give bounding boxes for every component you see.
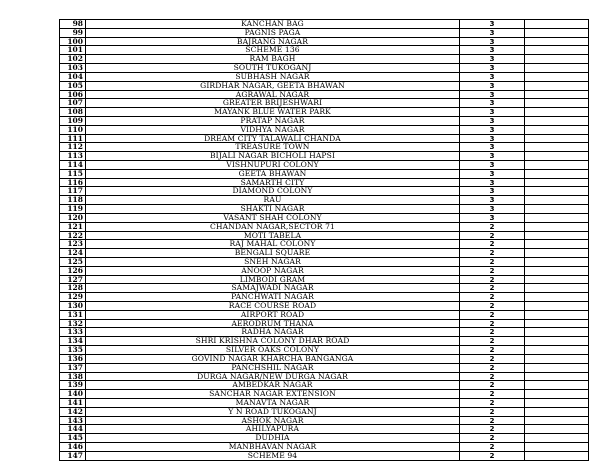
rating-value-cell: 3 — [460, 46, 525, 55]
row-number-cell: 110 — [60, 125, 86, 134]
area-name-cell: SNEH NAGAR — [86, 257, 460, 266]
empty-cell — [525, 222, 589, 231]
area-name-cell: GIRDHAR NAGAR, GEETA BHAWAN — [86, 81, 460, 90]
table-row — [60, 196, 589, 205]
empty-cell — [525, 372, 589, 381]
empty-cell — [525, 328, 589, 337]
area-name-cell: RADHA NAGAR — [86, 328, 460, 337]
table-row — [60, 240, 589, 249]
row-number-cell: 120 — [60, 213, 86, 222]
row-number-cell: 131 — [60, 310, 86, 319]
table-row — [60, 152, 589, 161]
row-number-cell: 128 — [60, 284, 86, 293]
table-row — [60, 108, 589, 117]
row-number-cell: 138 — [60, 372, 86, 381]
empty-cell — [525, 213, 589, 222]
table-row — [60, 213, 589, 222]
rating-value-cell: 2 — [460, 425, 525, 434]
table-row — [60, 134, 589, 143]
rating-value-cell: 2 — [460, 293, 525, 302]
area-name-cell: MOTI TABELA — [86, 231, 460, 240]
empty-cell — [525, 152, 589, 161]
area-name-cell: DURGA NAGAR/NEW DURGA NAGAR — [86, 372, 460, 381]
table-row — [60, 398, 589, 407]
rating-value-cell: 3 — [460, 108, 525, 117]
empty-cell — [525, 169, 589, 178]
row-number-cell: 145 — [60, 434, 86, 443]
table-row — [60, 205, 589, 214]
row-number-cell: 130 — [60, 302, 86, 311]
empty-cell — [525, 381, 589, 390]
rating-value-cell: 2 — [460, 328, 525, 337]
rating-value-cell: 3 — [460, 90, 525, 99]
empty-cell — [525, 178, 589, 187]
rating-value-cell: 2 — [460, 372, 525, 381]
rating-value-cell: 3 — [460, 134, 525, 143]
rating-value-cell: 2 — [460, 398, 525, 407]
table-row — [60, 328, 589, 337]
area-name-cell: SCHEME 94 — [86, 451, 460, 460]
row-number-cell: 100 — [60, 37, 86, 46]
rating-value-cell: 2 — [460, 407, 525, 416]
table-row — [60, 81, 589, 90]
table-row — [60, 46, 589, 55]
area-name-cell: MANAVTA NAGAR — [86, 398, 460, 407]
row-number-cell: 123 — [60, 240, 86, 249]
area-name-cell: Y N ROAD TUKOGANJ — [86, 407, 460, 416]
empty-cell — [525, 284, 589, 293]
area-name-cell: AHILYAPURA — [86, 425, 460, 434]
area-name-cell: DUDHIA — [86, 434, 460, 443]
rating-value-cell: 2 — [460, 443, 525, 452]
rating-value-cell: 3 — [460, 161, 525, 170]
area-name-cell: BENGALI SQUARE — [86, 249, 460, 258]
area-name-cell: VISHNUPURI COLONY — [86, 161, 460, 170]
empty-cell — [525, 425, 589, 434]
table-row — [60, 425, 589, 434]
table-row — [60, 64, 589, 73]
empty-cell — [525, 451, 589, 460]
area-name-cell: RAM BAGH — [86, 55, 460, 64]
table-row — [60, 116, 589, 125]
area-name-cell: SHRI KRISHNA COLONY DHAR ROAD — [86, 337, 460, 346]
table-row — [60, 275, 589, 284]
empty-cell — [525, 310, 589, 319]
area-name-cell: DIAMOND COLONY — [86, 187, 460, 196]
empty-cell — [525, 46, 589, 55]
table-row — [60, 231, 589, 240]
rating-value-cell: 3 — [460, 55, 525, 64]
empty-cell — [525, 196, 589, 205]
empty-cell — [525, 302, 589, 311]
row-number-cell: 127 — [60, 275, 86, 284]
area-table — [59, 19, 589, 461]
area-name-cell: SILVER OAKS COLONY — [86, 346, 460, 355]
rating-value-cell: 3 — [460, 143, 525, 152]
row-number-cell: 117 — [60, 187, 86, 196]
area-name-cell: ANOOP NAGAR — [86, 266, 460, 275]
empty-cell — [525, 337, 589, 346]
row-number-cell: 119 — [60, 205, 86, 214]
empty-cell — [525, 99, 589, 108]
table-row — [60, 284, 589, 293]
rating-value-cell: 3 — [460, 187, 525, 196]
table-row — [60, 37, 589, 46]
area-name-cell: GREATER BRIJESHWARI — [86, 99, 460, 108]
empty-cell — [525, 293, 589, 302]
table-row — [60, 99, 589, 108]
rating-value-cell: 3 — [460, 28, 525, 37]
row-number-cell: 124 — [60, 249, 86, 258]
empty-cell — [525, 363, 589, 372]
rating-value-cell: 2 — [460, 363, 525, 372]
rating-value-cell: 3 — [460, 37, 525, 46]
rating-value-cell: 3 — [460, 64, 525, 73]
row-number-cell: 129 — [60, 293, 86, 302]
table-row — [60, 257, 589, 266]
rating-value-cell: 2 — [460, 249, 525, 258]
rating-value-cell: 3 — [460, 205, 525, 214]
table-row — [60, 337, 589, 346]
area-name-cell: CHANDAN NAGAR,SECTOR 71 — [86, 222, 460, 231]
area-name-cell: PANCHWATI NAGAR — [86, 293, 460, 302]
area-name-cell: GOVIND NAGAR KHARCHA BANGANGA — [86, 354, 460, 363]
row-number-cell: 107 — [60, 99, 86, 108]
table-row — [60, 187, 589, 196]
empty-cell — [525, 407, 589, 416]
row-number-cell: 103 — [60, 64, 86, 73]
empty-cell — [525, 81, 589, 90]
table-row — [60, 90, 589, 99]
empty-cell — [525, 28, 589, 37]
empty-cell — [525, 125, 589, 134]
empty-cell — [525, 64, 589, 73]
empty-cell — [525, 20, 589, 29]
area-name-cell: BAJRANG NAGAR — [86, 37, 460, 46]
empty-cell — [525, 116, 589, 125]
area-name-cell: BIJALI NAGAR BICHOLI HAPSI — [86, 152, 460, 161]
rating-value-cell: 2 — [460, 390, 525, 399]
table-row — [60, 72, 589, 81]
rating-value-cell: 3 — [460, 125, 525, 134]
table-row — [60, 390, 589, 399]
row-number-cell: 143 — [60, 416, 86, 425]
area-name-cell: SOUTH TUKOGANJ — [86, 64, 460, 73]
row-number-cell: 111 — [60, 134, 86, 143]
row-number-cell: 144 — [60, 425, 86, 434]
area-name-cell: RAJ MAHAL COLONY — [86, 240, 460, 249]
table-row — [60, 346, 589, 355]
rating-value-cell: 2 — [460, 434, 525, 443]
row-number-cell: 122 — [60, 231, 86, 240]
rating-value-cell: 2 — [460, 451, 525, 460]
rating-value-cell: 2 — [460, 266, 525, 275]
table-row — [60, 372, 589, 381]
table-row — [60, 266, 589, 275]
area-name-cell: KANCHAN BAG — [86, 20, 460, 29]
area-name-cell: SHAKTI NAGAR — [86, 205, 460, 214]
area-name-cell: PANCHSHIL NAGAR — [86, 363, 460, 372]
row-number-cell: 102 — [60, 55, 86, 64]
row-number-cell: 141 — [60, 398, 86, 407]
empty-cell — [525, 346, 589, 355]
row-number-cell: 139 — [60, 381, 86, 390]
rating-value-cell: 3 — [460, 213, 525, 222]
table-row — [60, 293, 589, 302]
rating-value-cell: 2 — [460, 346, 525, 355]
rating-value-cell: 3 — [460, 169, 525, 178]
empty-cell — [525, 319, 589, 328]
row-number-cell: 121 — [60, 222, 86, 231]
empty-cell — [525, 240, 589, 249]
table-row — [60, 302, 589, 311]
row-number-cell: 112 — [60, 143, 86, 152]
table-row — [60, 363, 589, 372]
table-row — [60, 222, 589, 231]
row-number-cell: 132 — [60, 319, 86, 328]
empty-cell — [525, 143, 589, 152]
rating-value-cell: 2 — [460, 222, 525, 231]
row-number-cell: 126 — [60, 266, 86, 275]
table-row — [60, 20, 589, 29]
area-name-cell: AMBEDKAR NAGAR — [86, 381, 460, 390]
row-number-cell: 134 — [60, 337, 86, 346]
table-row — [60, 354, 589, 363]
empty-cell — [525, 434, 589, 443]
empty-cell — [525, 205, 589, 214]
empty-cell — [525, 266, 589, 275]
table-row — [60, 125, 589, 134]
empty-cell — [525, 161, 589, 170]
rating-value-cell: 3 — [460, 178, 525, 187]
area-name-cell: SAMARTH CITY — [86, 178, 460, 187]
row-number-cell: 99 — [60, 28, 86, 37]
empty-cell — [525, 134, 589, 143]
empty-cell — [525, 55, 589, 64]
empty-cell — [525, 90, 589, 99]
area-name-cell: TREASURE TOWN — [86, 143, 460, 152]
area-name-cell: RACE COURSE ROAD — [86, 302, 460, 311]
area-name-cell: PAGNIS PAGA — [86, 28, 460, 37]
empty-cell — [525, 249, 589, 258]
row-number-cell: 116 — [60, 178, 86, 187]
table-row — [60, 249, 589, 258]
area-name-cell: VIDHYA NAGAR — [86, 125, 460, 134]
empty-cell — [525, 231, 589, 240]
rating-value-cell: 3 — [460, 20, 525, 29]
row-number-cell: 142 — [60, 407, 86, 416]
row-number-cell: 106 — [60, 90, 86, 99]
empty-cell — [525, 108, 589, 117]
table-row — [60, 28, 589, 37]
table-row — [60, 416, 589, 425]
table-row — [60, 381, 589, 390]
empty-cell — [525, 390, 589, 399]
rating-value-cell: 2 — [460, 381, 525, 390]
area-name-cell: MAYANK BLUE WATER PARK — [86, 108, 460, 117]
area-name-cell: AIRPORT ROAD — [86, 310, 460, 319]
row-number-cell: 105 — [60, 81, 86, 90]
area-name-cell: ASHOK NAGAR — [86, 416, 460, 425]
row-number-cell: 137 — [60, 363, 86, 372]
row-number-cell: 136 — [60, 354, 86, 363]
rating-value-cell: 3 — [460, 72, 525, 81]
empty-cell — [525, 416, 589, 425]
rating-value-cell: 3 — [460, 99, 525, 108]
row-number-cell: 108 — [60, 108, 86, 117]
area-name-cell: DREAM CITY TALAWALI CHANDA — [86, 134, 460, 143]
empty-cell — [525, 354, 589, 363]
row-number-cell: 115 — [60, 169, 86, 178]
table-row — [60, 310, 589, 319]
empty-cell — [525, 72, 589, 81]
table-row — [60, 434, 589, 443]
row-number-cell: 114 — [60, 161, 86, 170]
area-name-cell: MANBHAVAN NAGAR — [86, 443, 460, 452]
area-name-cell: SUBHASH NAGAR — [86, 72, 460, 81]
rating-value-cell: 3 — [460, 152, 525, 161]
rating-value-cell: 2 — [460, 319, 525, 328]
row-number-cell: 118 — [60, 196, 86, 205]
empty-cell — [525, 275, 589, 284]
rating-value-cell: 2 — [460, 257, 525, 266]
area-name-cell: SCHEME 136 — [86, 46, 460, 55]
empty-cell — [525, 187, 589, 196]
table-row — [60, 169, 589, 178]
table-row — [60, 178, 589, 187]
area-table-body — [60, 20, 589, 461]
table-row — [60, 161, 589, 170]
area-name-cell: AERODRUM THANA — [86, 319, 460, 328]
row-number-cell: 101 — [60, 46, 86, 55]
area-name-cell: VASANT SHAH COLONY — [86, 213, 460, 222]
table-row — [60, 55, 589, 64]
area-name-cell: SAMAJWADI NAGAR — [86, 284, 460, 293]
row-number-cell: 125 — [60, 257, 86, 266]
table-row — [60, 143, 589, 152]
table-row — [60, 407, 589, 416]
row-number-cell: 133 — [60, 328, 86, 337]
row-number-cell: 135 — [60, 346, 86, 355]
empty-cell — [525, 257, 589, 266]
area-name-cell: SANCHAR NAGAR EXTENSION — [86, 390, 460, 399]
table-row — [60, 319, 589, 328]
rating-value-cell: 3 — [460, 116, 525, 125]
rating-value-cell: 2 — [460, 310, 525, 319]
rating-value-cell: 2 — [460, 416, 525, 425]
rating-value-cell: 2 — [460, 337, 525, 346]
row-number-cell: 147 — [60, 451, 86, 460]
row-number-cell: 140 — [60, 390, 86, 399]
row-number-cell: 98 — [60, 20, 86, 29]
empty-cell — [525, 37, 589, 46]
row-number-cell: 146 — [60, 443, 86, 452]
rating-value-cell: 3 — [460, 196, 525, 205]
rating-value-cell: 2 — [460, 240, 525, 249]
rating-value-cell: 2 — [460, 231, 525, 240]
row-number-cell: 109 — [60, 116, 86, 125]
area-name-cell: PRATAP NAGAR — [86, 116, 460, 125]
row-number-cell: 104 — [60, 72, 86, 81]
rating-value-cell: 3 — [460, 81, 525, 90]
row-number-cell: 113 — [60, 152, 86, 161]
rating-value-cell: 2 — [460, 275, 525, 284]
table-row — [60, 451, 589, 460]
area-name-cell: RAU — [86, 196, 460, 205]
area-name-cell: GEETA BHAWAN — [86, 169, 460, 178]
rating-value-cell: 2 — [460, 284, 525, 293]
empty-cell — [525, 398, 589, 407]
area-name-cell: AGRAWAL NAGAR — [86, 90, 460, 99]
rating-value-cell: 2 — [460, 354, 525, 363]
area-name-cell: LIMBODI GRAM — [86, 275, 460, 284]
rating-value-cell: 2 — [460, 302, 525, 311]
